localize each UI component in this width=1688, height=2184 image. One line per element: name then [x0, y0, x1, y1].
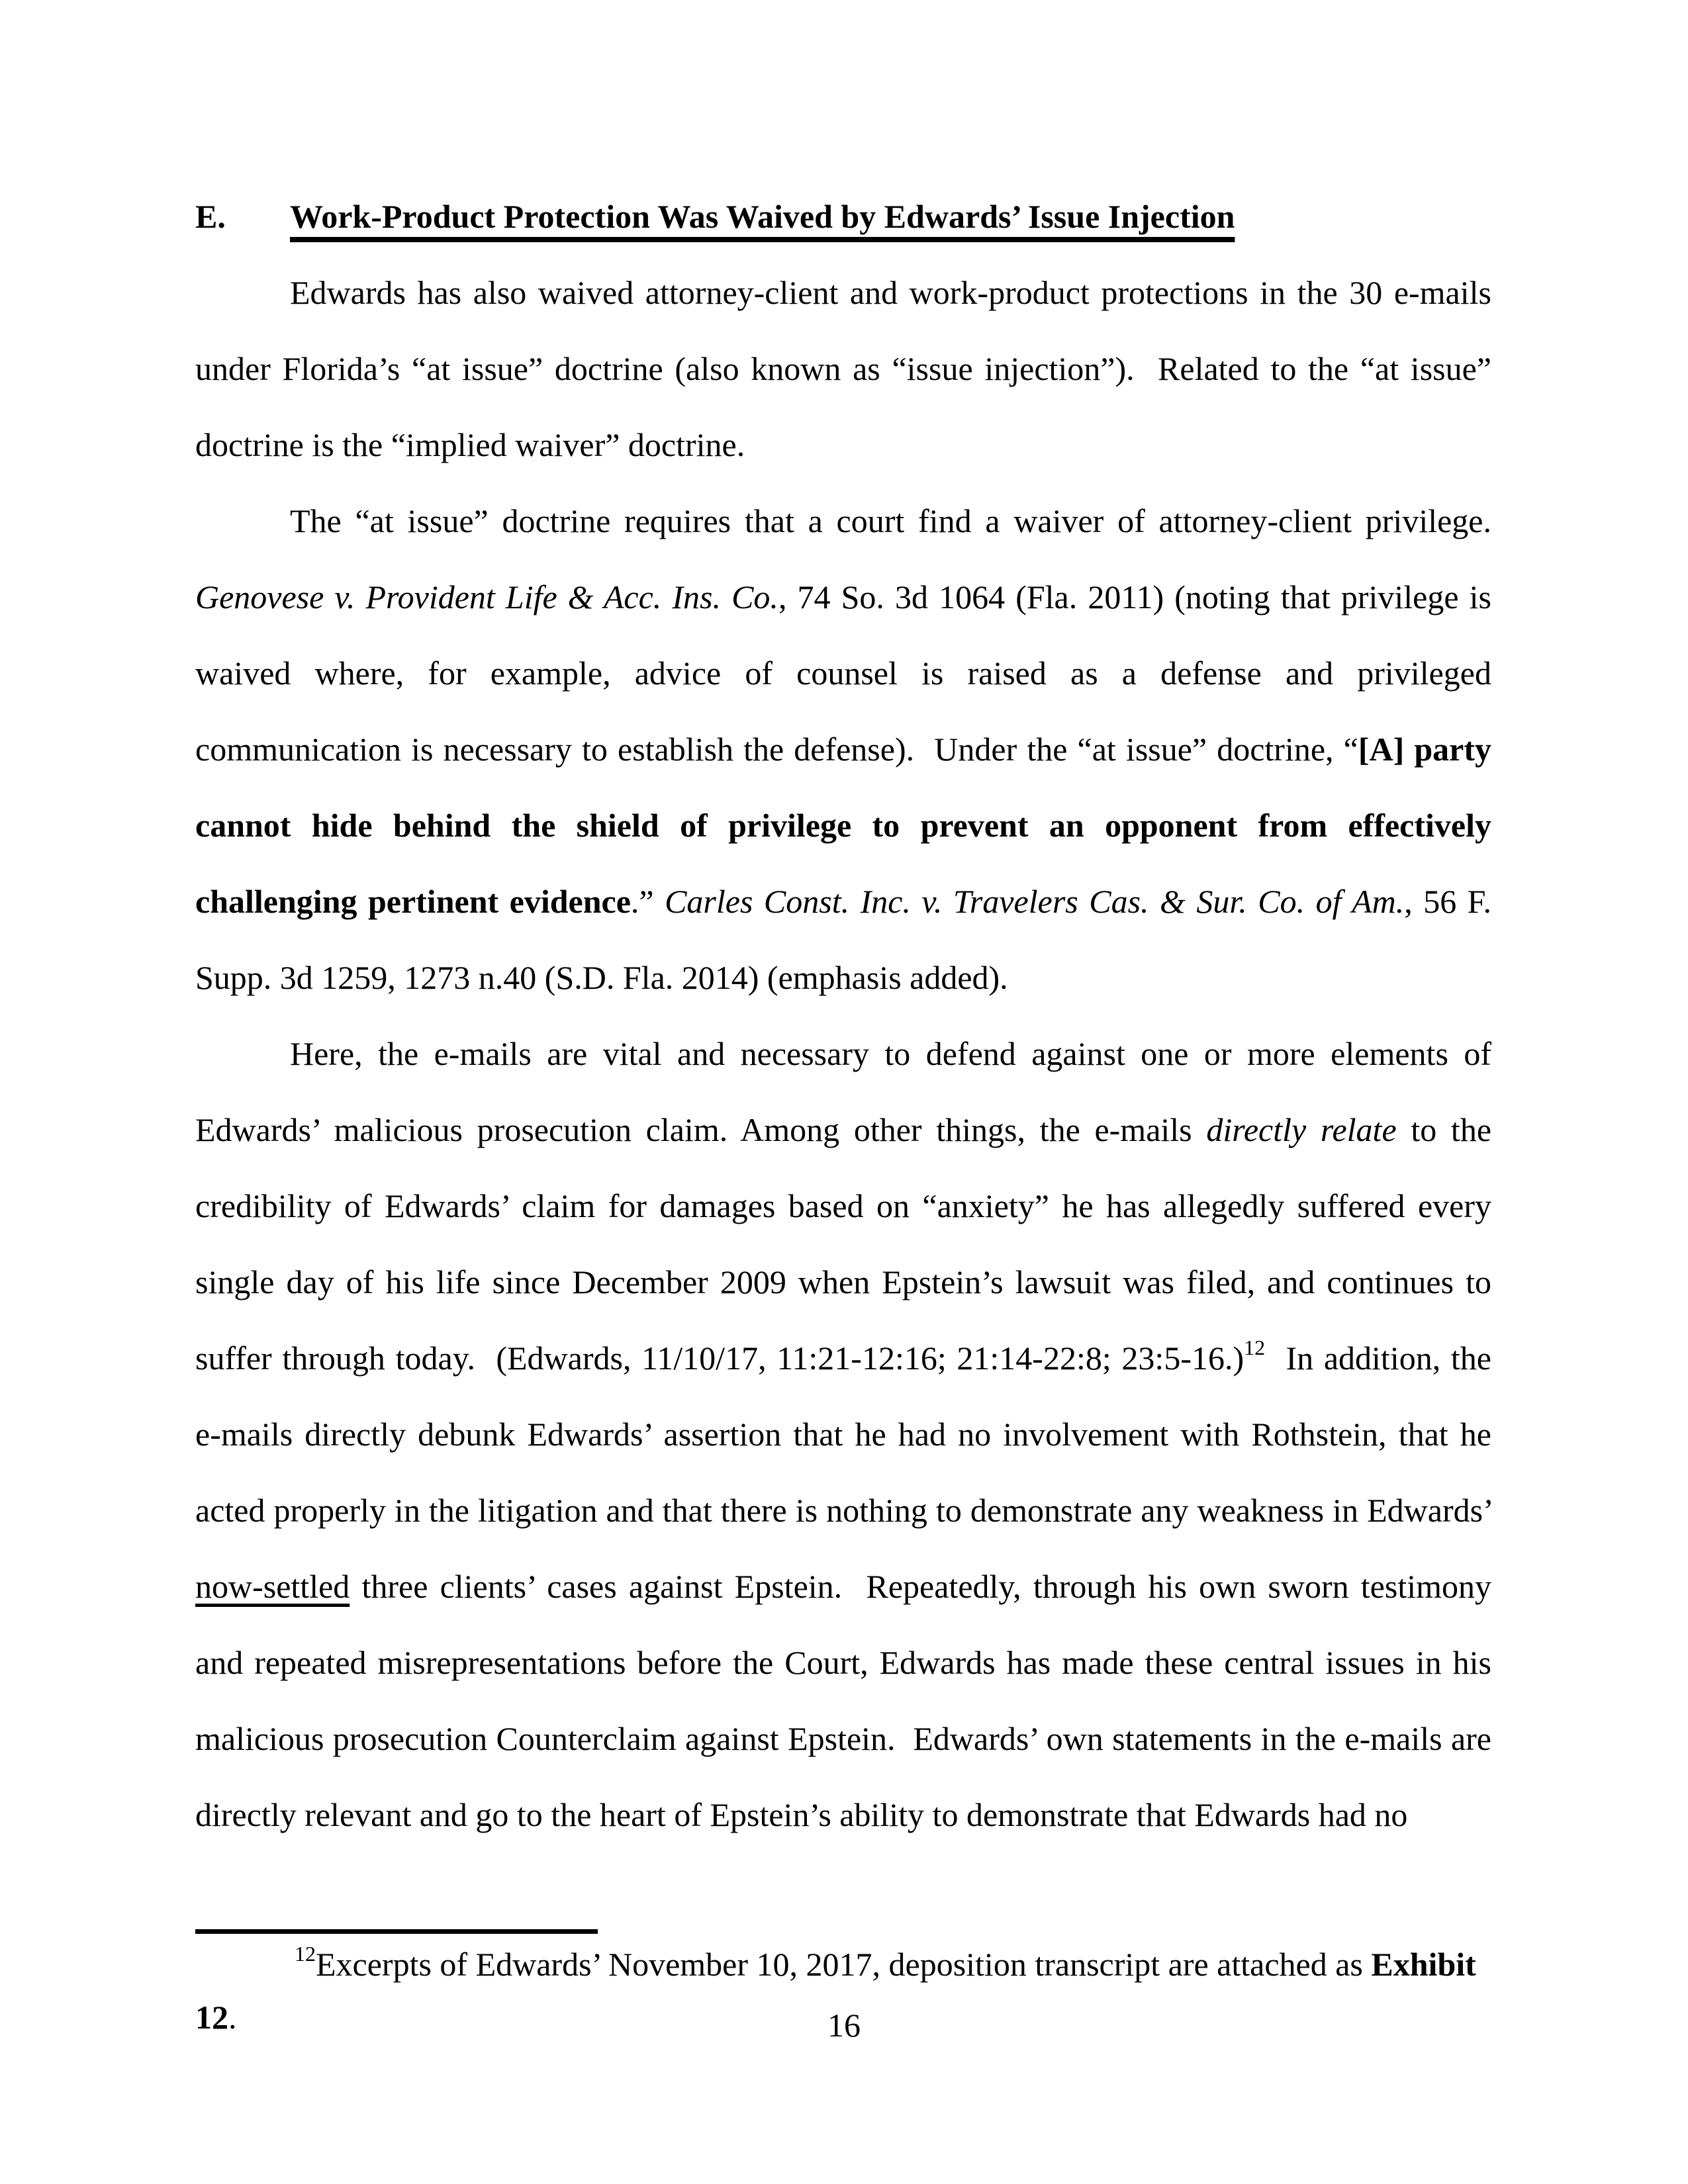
body-paragraphs — [195, 255, 1508, 1853]
text-run: In addition, the e-mails directly debunk Edwards’ assertion that he had no involvement with Rothstein, that he acted properly in the litigation and that there is nothing to demonstrate any weakness in Edwards’ — [195, 1340, 1500, 1529]
text-run: Exhibit 12 — [195, 1946, 1485, 2036]
text-run: Carles Const. Inc. v. Travelers Cas. & Sur. Co. of Am. — [665, 883, 1405, 920]
text-run: Edwards has also waived attorney-client and work-product protections in the 30 e-mails under Florida’s “at issue” doctrine (also known as “issue injection”). Related to the “at issue” doctrine is the “implied waiver” doctrine. — [195, 274, 1500, 463]
text-run: Genovese v. Provident Life & Acc. Ins. Co. — [195, 578, 778, 615]
text-run: , 74 So. 3d 1064 (Fla. 2011) (noting that privilege is waived where, for example, advice of counsel is raised as a defense and privileged communication is necessary to establish the defense). Under the “at issue” doctrine, “ — [195, 578, 1500, 768]
paragraph — [195, 1016, 1500, 1853]
text-run: now-settled — [195, 1568, 350, 1605]
text-run: , 56 F. Supp. 3d 1259, 1273 n.40 (S.D. Fla. 2014) (emphasis added). — [195, 883, 1500, 996]
text-run: . — [228, 1999, 237, 2036]
body-content — [195, 179, 1508, 1853]
footnote-separator-rule — [195, 1929, 598, 1934]
footnote-marker: 12 — [295, 1942, 316, 1966]
text-run: three clients’ cases against Epstein. Repeatedly, through his own sworn testimony and repeated misrepresentations before the Court, Edwards has made these central issues in his malicious prosecution Counterclaim against Epstein. Edwards’ own statements in the e-mails are directly relevant and go to the heart of Epstein’s ability to demonstrate that Edwards had no — [195, 1568, 1500, 1833]
text-run: [A] party cannot hide behind the shield of privilege to prevent an opponent from effectively challenging pertinent evidence — [195, 731, 1500, 920]
text-run: .” — [630, 883, 665, 920]
page-number: 16 — [827, 2007, 861, 2044]
paragraph — [195, 255, 1500, 483]
text-run: Here, the e-mails are vital and necessary to defend against one or more elements of Edwards’ malicious prosecution claim. Among other things, the e-mails — [195, 1035, 1500, 1148]
text-run: to the credibility of Edwards’ claim for damages based on “anxiety” he has allegedly suffered every single day of his life since December 2009 when Epstein’s lawsuit was filed, and continues to suffer through today. (Edwards, 11/10/17, 11:21-12:16; 21:14-22:8; 23:5-16.) — [195, 1111, 1500, 1377]
text-run: directly relate — [1206, 1111, 1397, 1148]
text-run: 12 — [1244, 1336, 1266, 1359]
text-run: The “at issue” doctrine requires that a court find a waiver of attorney-client privilege. — [290, 502, 1508, 539]
paragraph — [195, 483, 1508, 1016]
text-run: Excerpts of Edwards’ November 10, 2017, deposition transcript are attached as — [316, 1946, 1372, 1983]
section-heading-title: Work-Product Protection Was Waived by Edwards’ Issue Injection — [290, 198, 1235, 235]
section-heading-label: E. — [195, 198, 226, 235]
section-heading — [195, 179, 1491, 255]
